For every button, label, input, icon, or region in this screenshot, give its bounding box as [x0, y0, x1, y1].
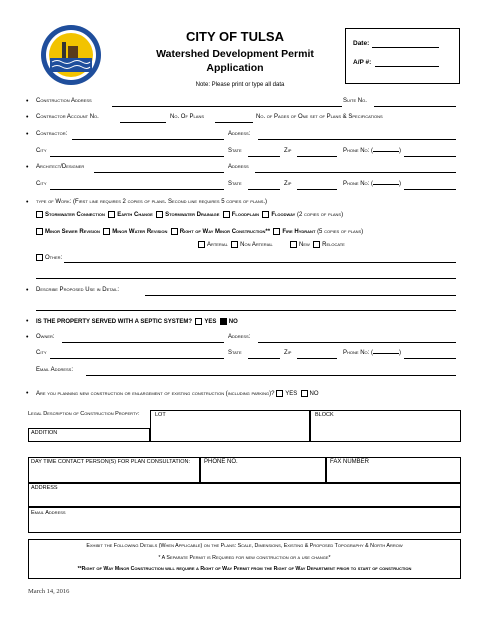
contractor-state-label: State: [228, 148, 242, 154]
lot-label: LOT: [155, 412, 166, 418]
architect-phone-field[interactable]: [404, 189, 456, 190]
owner-label: Owner:: [36, 334, 55, 340]
new-construction-no-option[interactable]: NO: [301, 391, 319, 397]
line1-copies-note: (2 copies of plans): [296, 212, 344, 219]
architect-state-label: State: [228, 181, 242, 187]
contractor-account-label: Contractor Account No.: [36, 114, 99, 120]
architect-address-field[interactable]: [255, 172, 456, 173]
describe-use-field-line1[interactable]: [145, 295, 456, 296]
date-label: Date:: [353, 40, 370, 47]
revision-date: March 14, 2016: [28, 588, 70, 595]
owner-email-field[interactable]: [86, 375, 456, 376]
checkbox-non-arterial[interactable]: Non Arterial: [231, 242, 273, 248]
addition-label: ADDITION: [31, 430, 58, 436]
plan-requirements-line3: **Right of Way Minor Construction will require a Right of Way Permit from the Right of Way Department prior to start of construction: [77, 566, 412, 572]
contact-email-label: Email Address: [31, 510, 66, 516]
owner-address-field[interactable]: [258, 342, 456, 343]
other-field-line2[interactable]: [36, 278, 456, 279]
contractor-address-field[interactable]: [258, 139, 456, 140]
daytime-contact-label: DAY TIME CONTACT PERSON(S) FOR PLAN CONSULTATION:: [31, 459, 191, 465]
owner-phone-label: Phone No: ( ): [343, 350, 402, 356]
contractor-field[interactable]: [72, 139, 224, 140]
new-construction-yes-option[interactable]: YES: [276, 391, 297, 397]
construction-address-field[interactable]: [112, 106, 342, 107]
bullet: •: [26, 114, 29, 121]
architect-state-field[interactable]: [248, 189, 280, 190]
checkbox-minor-water-revision[interactable]: Minor Water Revision: [103, 229, 167, 235]
contractor-address-label: Address:: [228, 131, 251, 137]
contractor-city-field[interactable]: [50, 156, 224, 157]
bullet: •: [26, 199, 29, 206]
block-label: BLOCK: [315, 412, 334, 418]
contractor-zip-field[interactable]: [297, 156, 337, 157]
contact-address-field[interactable]: [28, 483, 461, 507]
architect-zip-field[interactable]: [297, 189, 337, 190]
owner-zip-label: Zip: [284, 350, 292, 356]
checkbox-arterial[interactable]: Arterial: [198, 242, 228, 248]
architect-city-label: City: [36, 181, 47, 187]
contractor-account-field[interactable]: [120, 122, 166, 123]
plan-requirements-line2: * A Separate Permit is Required for new construction or a use change*: [158, 555, 331, 561]
date-field[interactable]: [372, 47, 439, 48]
new-construction-question: Are you planning new construction or enlargement of existing construction (including parking)? YES NO: [36, 391, 319, 398]
suite-no-field[interactable]: [374, 106, 456, 107]
work-types-line2: [36, 228, 363, 235]
owner-email-label: Email Address:: [36, 367, 74, 373]
contractor-phone-field[interactable]: [404, 156, 456, 157]
bullet: •: [26, 131, 29, 138]
form-title-line2: Application: [206, 62, 264, 74]
septic-question: IS THE PROPERTY SERVED WITH A SEPTIC SYSTEM? YES NO: [36, 319, 238, 326]
septic-yes-option[interactable]: YES: [195, 319, 216, 325]
print-note: Note: Please print or type all data: [195, 82, 285, 88]
plan-requirements-line1: Exhibit the Following Details (When Applicable) on the Plans: Scale, Dimensions, Existing & Proposed Topography & North Arrow: [86, 543, 403, 549]
office-use-box: [345, 28, 460, 84]
checkbox-minor-sewer-revision[interactable]: Minor Sewer Revision: [36, 229, 100, 235]
street-type-options: [198, 241, 345, 248]
no-of-pages-label: No. of Pages of One set of Plans & Specifications: [256, 114, 383, 120]
architect-phone-label: Phone No: ( ): [343, 181, 402, 187]
no-of-plans-field[interactable]: [215, 122, 253, 123]
owner-city-label: City: [36, 350, 47, 356]
checkbox-row-minor-construction[interactable]: Right of Way Minor Construction**: [171, 229, 270, 235]
type-of-work-label: type of Work: (First line requires 2 copies of plans. Second line requires 5 copies of plans.): [36, 199, 268, 205]
owner-phone-field[interactable]: [404, 358, 456, 359]
architect-address-label: Address: [228, 164, 249, 170]
contact-address-label: ADDRESS: [31, 485, 58, 491]
line2-copies-note: (5 copies of plans): [317, 229, 364, 236]
checkbox-floodplain[interactable]: Floodplain: [223, 212, 259, 218]
city-name: CITY OF TULSA: [186, 29, 284, 44]
city-seal-logo: [40, 24, 102, 86]
contact-fax-label: FAX NUMBER: [330, 459, 370, 465]
describe-use-label: Describe Proposed Use in Detail:: [36, 287, 120, 293]
checkbox-relocate[interactable]: Relocate: [313, 242, 345, 248]
contractor-phone-label: Phone No: ( ): [343, 148, 402, 154]
lot-field[interactable]: [150, 410, 310, 442]
checkbox-fire-hydrant[interactable]: Fire Hydrant: [273, 229, 315, 235]
contractor-label: Contractor:: [36, 131, 68, 137]
contact-phone-label: PHONE NO.: [204, 459, 238, 465]
form-title-line1: Watershed Development Permit: [156, 48, 314, 60]
construction-address-label: Construction Address: [36, 98, 92, 104]
checkbox-earth-change[interactable]: Earth Change: [108, 212, 153, 218]
contact-email-field[interactable]: [28, 507, 461, 533]
checkbox-new[interactable]: New: [290, 242, 310, 248]
checkbox-floodway[interactable]: Floodway: [262, 212, 295, 218]
work-types-line1: [36, 211, 343, 218]
owner-state-label: State: [228, 350, 242, 356]
ap-number-label: A/P #:: [353, 59, 372, 66]
checkbox-stormwater-connection[interactable]: Stormwater Connection: [36, 212, 105, 218]
describe-use-field-line2[interactable]: [36, 310, 456, 311]
bullet: •: [26, 287, 29, 294]
septic-no-option[interactable]: NO: [220, 319, 238, 325]
owner-zip-field[interactable]: [297, 358, 337, 359]
bullet: •: [26, 98, 29, 105]
owner-field[interactable]: [62, 342, 224, 343]
suite-no-label: Suite No.: [343, 98, 367, 104]
no-of-plans-label: No. Of Plans: [170, 114, 205, 120]
architect-label: Architect/Designer: [36, 164, 85, 170]
ap-number-field[interactable]: [375, 66, 439, 67]
bullet: •: [26, 318, 29, 325]
bullet: •: [26, 164, 29, 171]
architect-zip-label: Zip: [284, 181, 292, 187]
other-field-line1[interactable]: [64, 262, 456, 263]
owner-address-label: Address:: [228, 334, 251, 340]
bullet: •: [26, 334, 29, 341]
checkbox-stormwater-drainage[interactable]: Stormwater Drainage: [156, 212, 219, 218]
legal-description-label: Legal Description of Construction Property:: [28, 411, 140, 417]
bullet: •: [26, 390, 29, 397]
checkbox-other[interactable]: Other:: [36, 254, 62, 261]
contractor-city-label: City: [36, 148, 47, 154]
architect-field[interactable]: [94, 172, 224, 173]
architect-city-field[interactable]: [50, 189, 224, 190]
owner-state-field[interactable]: [248, 358, 280, 359]
owner-city-field[interactable]: [50, 358, 224, 359]
contractor-state-field[interactable]: [248, 156, 280, 157]
contractor-zip-label: Zip: [284, 148, 292, 154]
